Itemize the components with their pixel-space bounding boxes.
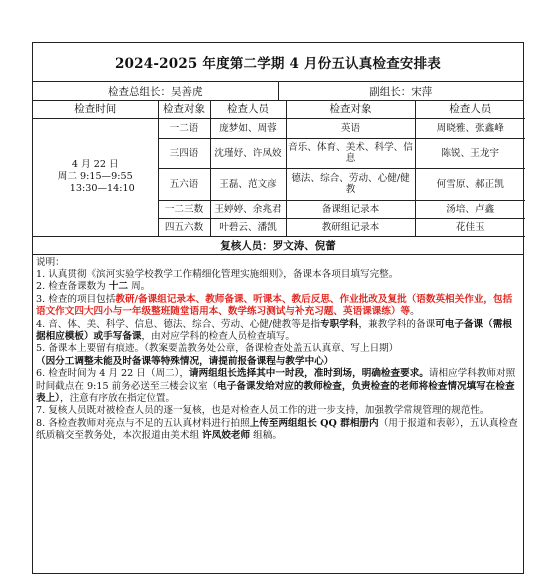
staff-cell: 花佳玉 [415,218,525,236]
notes-heading: 说明： [36,256,65,268]
object-cell: 一二三数 [158,200,210,218]
header-cell: 检查对象 [158,101,210,118]
staff-cell: 叶碧云、潘凯 [210,218,286,236]
note-6: 6. 检查时间为 4 月 22 日（周二），请两组组长选择其中一时段，准时到场，明确检查要求。请相应学科教师对照时间截点在 9:15 前务必送至三楼会议室（电子备课发给对应的教师检查，负责检查的老师将检查情况填写在检查表上），注意有序放在指定位置。 [36,368,516,404]
note-4: 4. 音、体、美、科学、信息、德法、综合、劳动、心健/健教等是指专职学科，兼教学科的备课可电子备课（需根据相应模板）或手写备课，由对应学科的检查人员检查填写。 [36,318,512,342]
staff-cell: 陈锐、王龙宇 [415,138,525,168]
header-cell: 检查对象 [286,101,415,118]
object-cell: 四五六数 [158,218,210,236]
staff-cell: 沈瑾妤、许凤姣 [210,138,286,168]
staff-cell: 庞梦如、周蓉 [210,118,286,138]
object-cell: 英语 [286,118,415,138]
document-title: 2024-2025 年度第二学期 4 月份五认真检查安排表 [33,43,523,82]
staff-cell: 汤培、卢鑫 [415,200,525,218]
chief-name: 吴善虎 [171,85,203,98]
check-date: 4 月 22 日 [71,159,119,170]
header-cell: 检查时间 [33,101,158,118]
object-cell: 一二语 [158,118,210,138]
note-8: 8. 各检查教师对亮点与不足的五认真材料进行拍照上传至两组组长 QQ 群相册内（用于报道和表彰），五认真检查纸质稿交至教务处，本次报道由美术组 许凤姣老师 组稿。 [36,417,518,442]
deputy-name: 宋萍 [411,85,433,98]
object-cell: 三四语 [158,138,210,168]
notes-section [33,255,523,443]
note-5: 5. 备课本上要留有痕迹。（教案要盖教务处公章，备课检查处盖五认真章、写上日期） （因分工调整未能及时备课等特殊情况，请提前报备课程与教学中心） [36,343,399,367]
object-cell: 德法、综合、劳动、心健/健教 [286,168,415,200]
check-time-cell [33,118,158,236]
object-cell: 音乐、体育、美术、科学、信息 [286,138,415,168]
staff-cell: 周晓雅、张鑫峰 [415,118,525,138]
note-2: 2. 检查备课数为 十二 周。 [36,281,151,293]
reviewers-row: 复核人员：罗文涛、倪蕾 [33,237,523,255]
leaders-row [33,82,523,101]
table-header-row [33,101,525,118]
check-slot-afternoon: 13:30—14:10 [69,183,135,194]
note-3: 3. 检查的项目包括教研/备课组记录本、教师备课、听课本、教后反思、作业批改及复批（语数英相关作业，包括语文作文四大四小与一年级整班随堂语用本、数学练习测试与补充习题、英语课课练）等。 [36,293,513,318]
schedule-table [33,101,525,237]
check-slot-morning: 周二 9:15—9:55 [57,171,133,182]
table-row [33,118,525,138]
object-cell: 备课组记录本 [286,200,415,218]
deputy-label: 副组长： [369,85,412,98]
note-1: 1. 认真贯彻《滨河实验学校教学工作精细化管理实施细则》，备课本各项目填写完整。 [36,268,399,280]
staff-cell: 王婷婷、余兆君 [210,200,286,218]
schedule-sheet [32,42,524,574]
header-cell: 检查人员 [210,101,286,118]
object-cell: 教研组记录本 [286,218,415,236]
note-7: 7. 复核人员既对被检查人员的逐一复核，也是对检查人员工作的进一步支持，加强教学常规管理的规范性。 [36,405,490,417]
staff-cell: 王磊、范文彦 [210,168,286,200]
object-cell: 五六语 [158,168,210,200]
chief-label: 检查总组长： [108,85,171,98]
chief-leader [33,82,279,100]
staff-cell: 何雪原、郝正凯 [415,168,525,200]
deputy-leader [279,82,524,100]
header-cell: 检查人员 [415,101,525,118]
